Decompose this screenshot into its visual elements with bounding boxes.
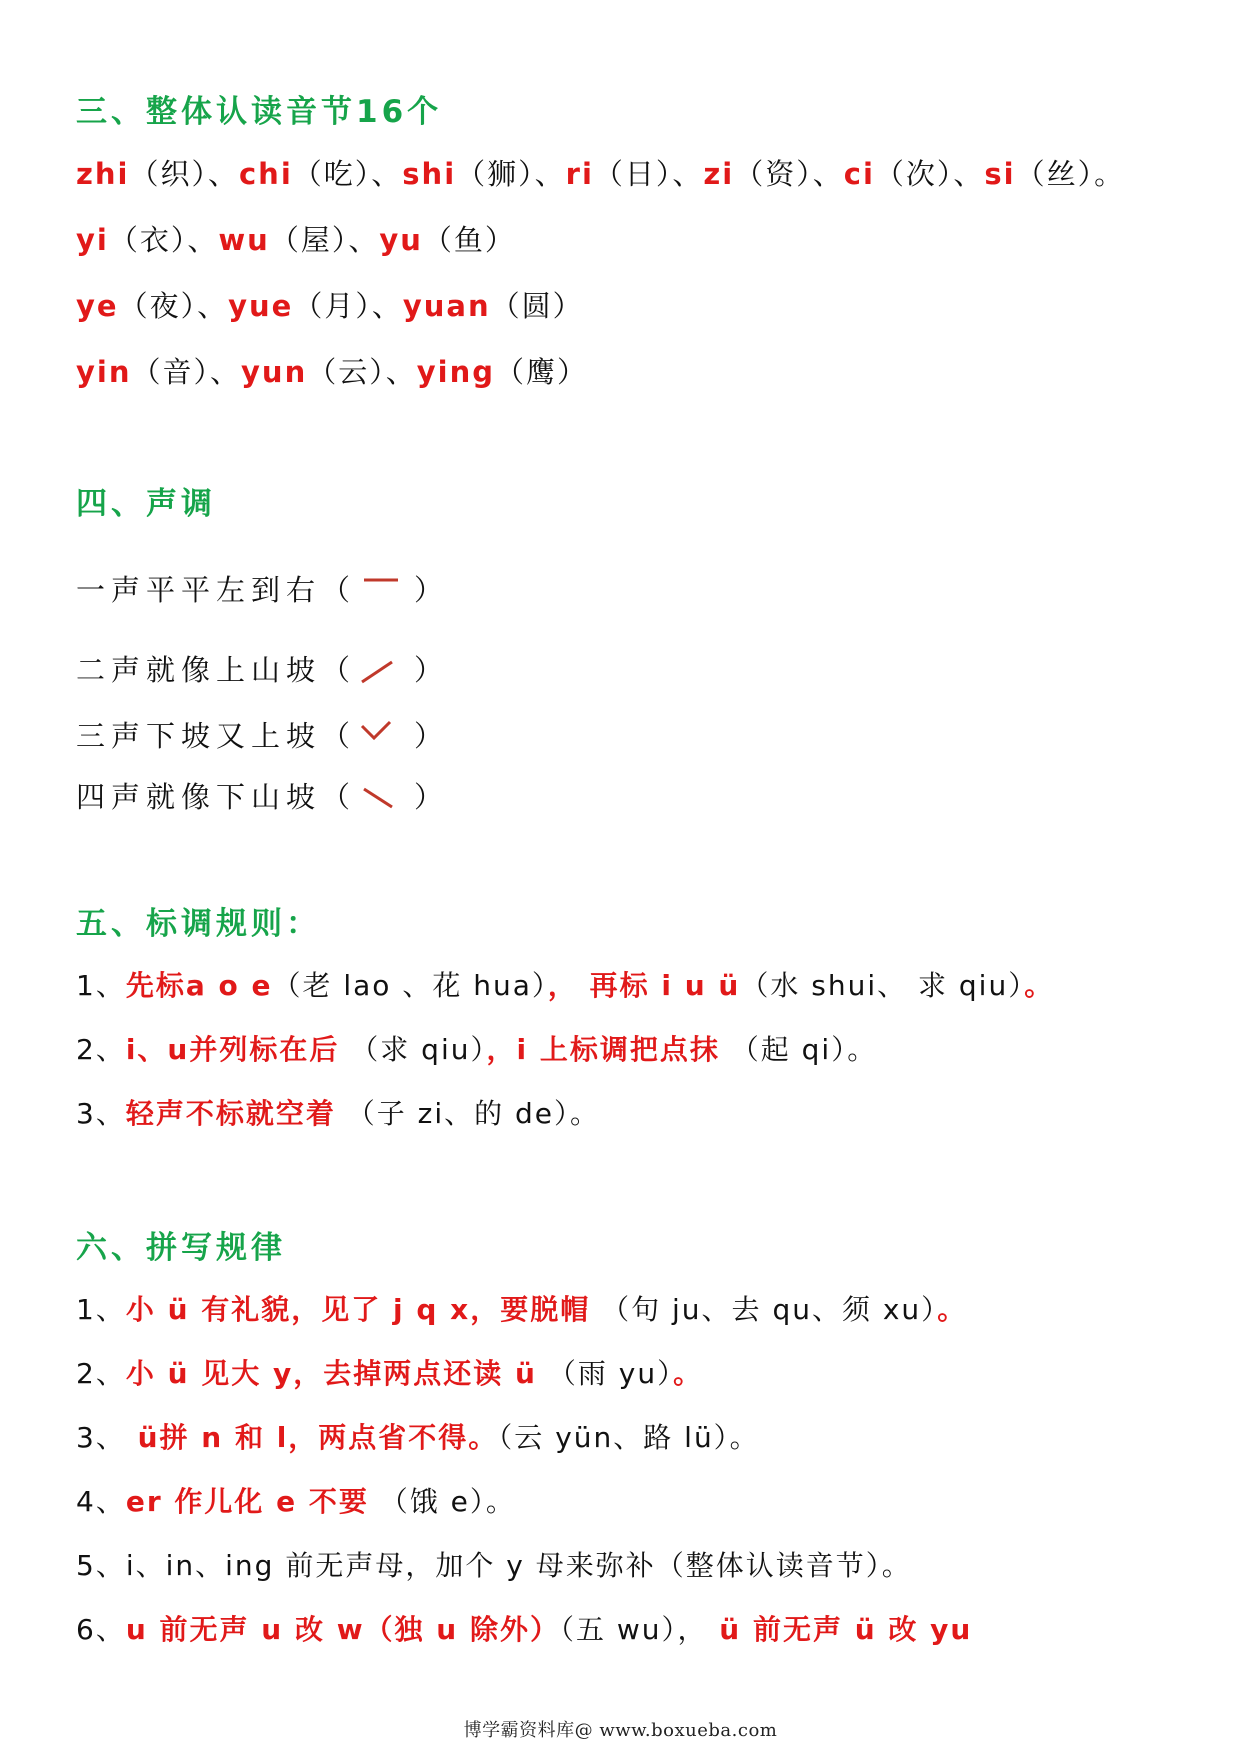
syllable-example-char: （屋）、 xyxy=(269,223,380,257)
rule-emphasis: ü拼 n 和 l，两点省不得。 xyxy=(125,1421,499,1454)
syllable-pinyin: wu xyxy=(218,223,270,257)
syllable-pinyin: ri xyxy=(565,157,594,191)
syllable-row-2 xyxy=(76,218,516,259)
rule-example: （子 zi、的 de）。 xyxy=(335,1097,601,1130)
rule-number: 5、 xyxy=(76,1549,126,1582)
syllable-example-char: （音）、 xyxy=(131,355,242,389)
rule-emphasis: u 前无声 u 改 w（独 u 除外） xyxy=(125,1613,560,1646)
syllable-row-4 xyxy=(76,350,588,391)
syllable-example-char: （月）、 xyxy=(293,289,403,323)
tone-text: 三声下坡又上坡（ xyxy=(76,719,357,753)
syllable-pinyin: yun xyxy=(241,355,308,389)
footer-url: @ www.boxueba.com xyxy=(574,1720,778,1741)
syllable-example-char: （资）、 xyxy=(734,157,844,191)
tone-close: ） xyxy=(414,573,450,607)
rule-example: （云 yün、路 lü）。 xyxy=(498,1421,760,1454)
rule-number: 1、 xyxy=(76,969,126,1002)
section6-title: 六、拼写规律 xyxy=(76,1230,286,1266)
rule-number: 1、 xyxy=(76,1293,126,1326)
rule-number: 4、 xyxy=(76,1485,126,1518)
section3-title: 三、整体认读音节16个 xyxy=(76,94,443,130)
rising-tone-icon xyxy=(356,652,414,692)
syllable-example-char: （夜）、 xyxy=(118,289,229,323)
tone-rule-3 xyxy=(76,1092,600,1132)
syllable-pinyin: yue xyxy=(228,289,294,323)
syllable-example-char: （云）、 xyxy=(307,355,417,389)
tone-row-2 xyxy=(76,648,449,692)
rule-example: （求 qiu） xyxy=(339,1033,487,1066)
rule-emphasis: 轻声不标就空着 xyxy=(125,1097,336,1130)
section4-title: 四、声调 xyxy=(76,486,216,522)
syllable-pinyin: yi xyxy=(76,223,109,257)
rule-punct: 。 xyxy=(1024,969,1055,1002)
rule-example: （水 shui、 求 qiu） xyxy=(740,969,1025,1002)
syllable-pinyin: ye xyxy=(76,289,119,323)
rule-punct: 。 xyxy=(937,1293,968,1326)
rule-example: （雨 yu） xyxy=(536,1357,674,1390)
syllable-pinyin: chi xyxy=(238,157,293,191)
tone-row-4 xyxy=(76,775,449,819)
footer-site-name: 博学霸资料库 xyxy=(463,1720,575,1741)
rule-emphasis: ，i 上标调把点抹 xyxy=(486,1033,720,1066)
rule-number: 2、 xyxy=(76,1357,126,1390)
rule-example: （五 wu）， xyxy=(560,1613,708,1646)
spelling-rule-6 xyxy=(76,1608,972,1648)
rule-number: 3、 xyxy=(76,1097,126,1130)
spelling-rule-5 xyxy=(76,1544,912,1584)
tone-row-3 xyxy=(76,714,449,758)
rule-emphasis: 先标a o e xyxy=(125,969,273,1002)
syllable-pinyin: yu xyxy=(379,223,423,257)
rule-emphasis: ü 前无声 ü 改 yu xyxy=(707,1613,973,1646)
falling-tone-icon xyxy=(356,779,414,819)
syllable-example-char: （衣）、 xyxy=(108,223,219,257)
syllable-pinyin: si xyxy=(984,157,1016,191)
rule-number: 3、 xyxy=(76,1421,126,1454)
spelling-rule-3 xyxy=(76,1416,760,1456)
tone-close: ） xyxy=(414,780,450,814)
section5-title: 五、标调规则： xyxy=(76,906,321,942)
rule-emphasis: 小 ü 见大 y，去掉两点还读 ü xyxy=(125,1357,537,1390)
dipping-tone-icon xyxy=(356,718,414,758)
syllable-pinyin: ci xyxy=(843,157,875,191)
syllable-example-char: （丝）。 xyxy=(1015,157,1126,191)
tone-text: 二声就像上山坡（ xyxy=(76,653,357,687)
footer-watermark xyxy=(0,1716,1241,1742)
rule-emphasis: er 作儿化 e 不要 xyxy=(125,1485,369,1518)
syllable-row-1 xyxy=(76,152,1125,193)
syllable-example-char: （织）、 xyxy=(129,157,239,191)
rule-example: （句 ju、去 qu、须 xu） xyxy=(590,1293,938,1326)
syllable-example-char: （狮）、 xyxy=(456,157,566,191)
syllable-example-char: （次）、 xyxy=(874,157,985,191)
syllable-example-char: （日）、 xyxy=(593,157,704,191)
syllable-row-3 xyxy=(76,284,584,325)
rule-emphasis: 小 ü 有礼貌，见了 j q x，要脱帽 xyxy=(125,1293,591,1326)
tone-rule-2 xyxy=(76,1028,877,1068)
spelling-rule-2 xyxy=(76,1352,703,1392)
tone-text: 四声就像下山坡（ xyxy=(76,780,357,814)
spelling-rule-4 xyxy=(76,1480,516,1520)
rule-emphasis: i、u并列标在后 xyxy=(125,1033,340,1066)
syllable-example-char: （圆） xyxy=(490,289,584,323)
syllable-pinyin: zhi xyxy=(76,157,130,191)
rule-number: 6、 xyxy=(76,1613,126,1646)
rule-text: i、in、ing 前无声母，加个 y 母来弥补（整体认读音节）。 xyxy=(125,1549,912,1582)
rule-punct: 。 xyxy=(673,1357,704,1390)
tone-close: ） xyxy=(414,719,450,753)
rule-example: （起 qi）。 xyxy=(719,1033,878,1066)
spelling-rule-1 xyxy=(76,1288,967,1328)
syllable-pinyin: zi xyxy=(703,157,735,191)
tone-rule-1 xyxy=(76,964,1054,1004)
syllable-example-char: （鱼） xyxy=(422,223,516,257)
rule-example: （老 lao 、花 hua） xyxy=(272,969,548,1002)
tone-row-1 xyxy=(76,568,449,612)
flat-tone-icon xyxy=(356,572,414,612)
rule-example: （饿 e）。 xyxy=(368,1485,516,1518)
tone-close: ） xyxy=(414,653,450,687)
syllable-pinyin: yin xyxy=(76,355,132,389)
syllable-pinyin: ying xyxy=(416,355,495,389)
syllable-example-char: （吃）、 xyxy=(292,157,403,191)
rule-emphasis: ， 再标 i u ü xyxy=(547,969,741,1002)
syllable-pinyin: yuan xyxy=(402,289,491,323)
tone-text: 一声平平左到右（ xyxy=(76,573,357,607)
syllable-example-char: （鹰） xyxy=(494,355,588,389)
rule-number: 2、 xyxy=(76,1033,126,1066)
syllable-pinyin: shi xyxy=(402,157,457,191)
